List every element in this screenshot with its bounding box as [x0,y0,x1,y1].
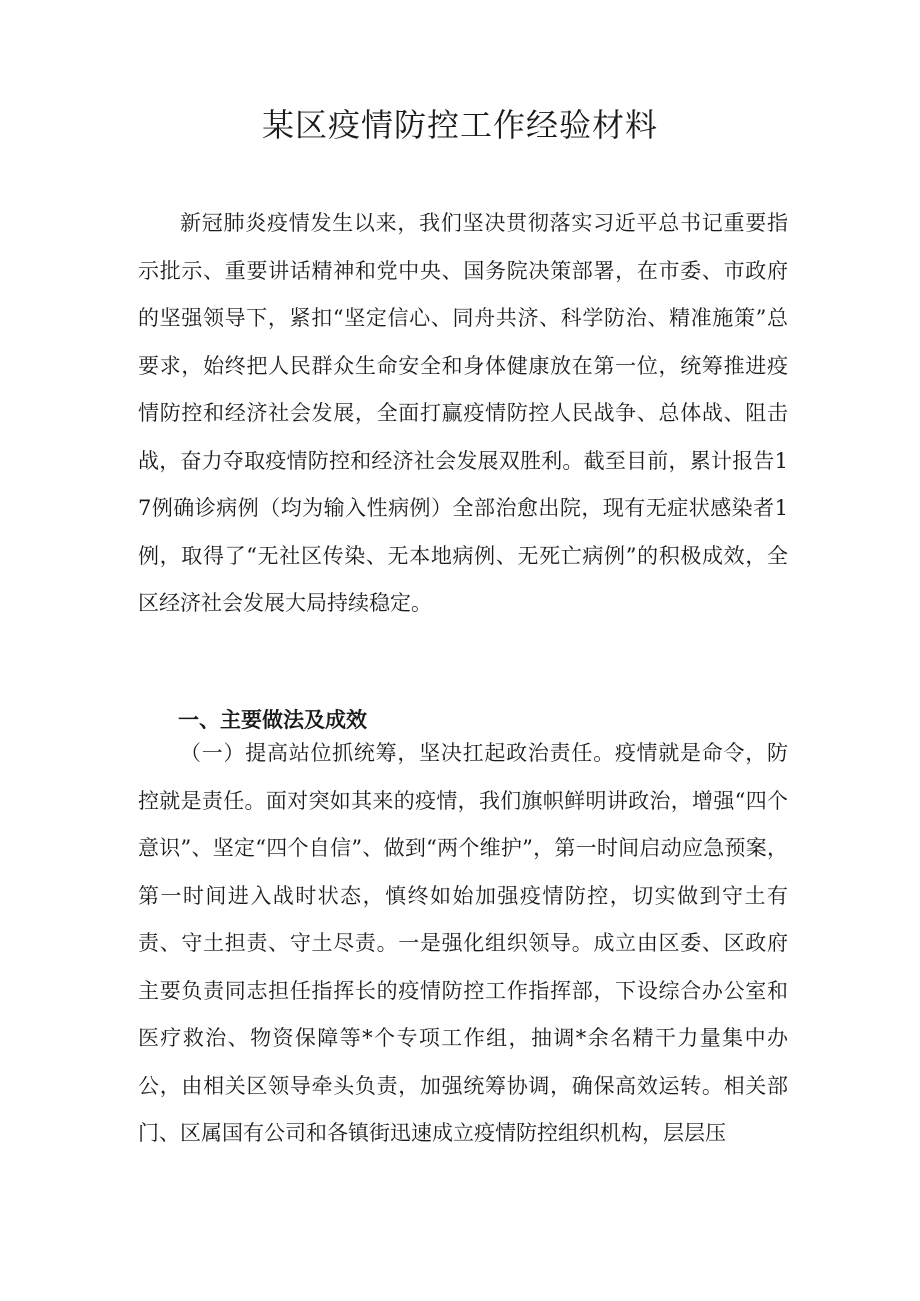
section-heading: 一、主要做法及成效 [178,708,367,732]
document-title: 某区疫情防控工作经验材料 [261,106,658,144]
intro-paragraph: 新冠肺炎疫情发生以来，我们坚决贯彻落实习近平总书记重要指示批示、重要讲话精神和党中央、国务院决策部署，在市委、市政府的坚强领导下，紧扣“坚定信心、同舟共济、科学防治、精准施策”总要求，始终把人民群众生命安全和身体健康放在第一位，统筹推进疫情防控和经济社会发展，全面打赢疫情防控人民战争、总体战、阻击战，奋力夺取疫情防控和经济社会发展双胜利。截至目前，累计报告17例确诊病例（均为输入性病例）全部治愈出院，现有无症状感染者1例，取得了“无社区传染、无本地病例、无死亡病例”的积极成效，全区经济社会发展大局持续稳定。 [138,211,788,615]
section-paragraph: （一）提高站位抓统筹，坚决扛起政治责任。疫情就是命令，防控就是责任。面对突如其来的疫情，我们旗帜鲜明讲政治，增强“四个意识”、坚定“四个自信”、做到“两个维护”，第一时间启动应急预案，第一时间进入战时状态，慎终如始加强疫情防控，切实做到守土有责、守土担责、守土尽责。一是强化组织领导。成立由区委、区政府主要负责同志担任指挥长的疫情防控工作指挥部，下设综合办公室和医疗救治、物资保障等*个专项工作组，抽调*余名精干力量集中办公，由相关区领导牵头负责，加强统筹协调，确保高效运转。相关部门、区属国有公司和各镇街迅速成立疫情防控组织机构，层层压 [138,741,788,1145]
